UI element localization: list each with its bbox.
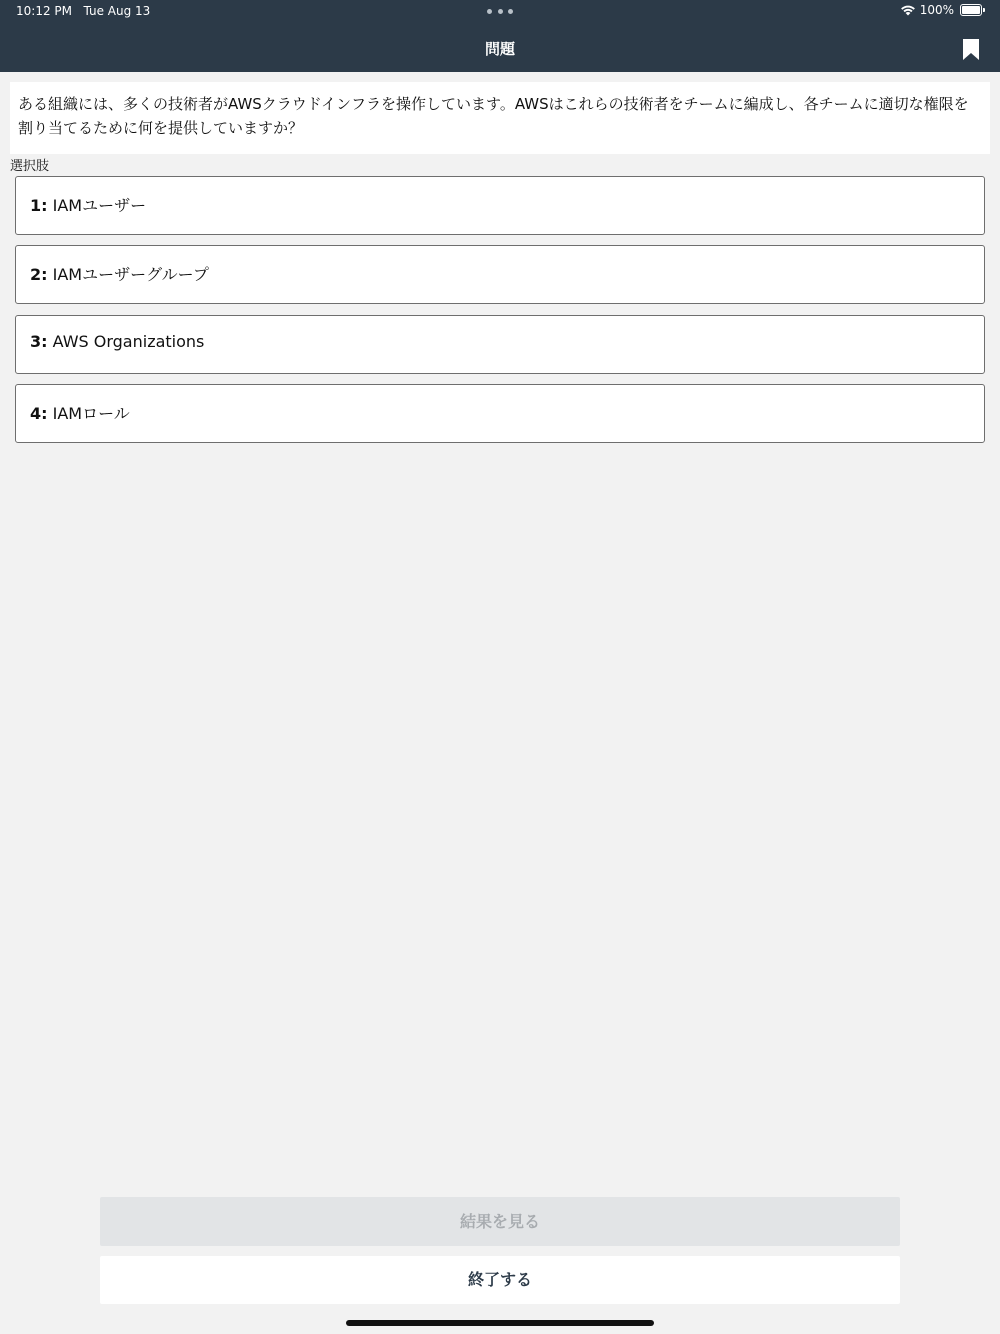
choice-label: IAMユーザーグループ (52, 265, 209, 284)
battery-percentage: 100% (919, 3, 954, 17)
status-date: Tue Aug 13 (83, 4, 151, 18)
choice-option-3[interactable] (15, 315, 985, 374)
choice-number: 2: (30, 265, 48, 284)
choice-label: IAMロール (52, 404, 130, 423)
status-time: 10:12 PM (16, 4, 72, 18)
question-text: ある組織には、多くの技術者がAWSクラウドインフラを操作しています。AWSはこれらの技術者をチームに編成し、各チームに適切な権限を割り当てるために何を提供していますか？ (10, 82, 990, 154)
multitasking-dots-icon[interactable] (487, 9, 513, 15)
bookmark-icon (963, 39, 979, 60)
choices-label: 選択肢 (10, 159, 50, 174)
choice-option-1[interactable] (15, 176, 985, 235)
top-bar (0, 0, 1000, 72)
status-bar-right (900, 3, 984, 17)
wifi-icon (900, 4, 916, 16)
battery-icon (960, 4, 984, 16)
choice-label: IAMユーザー (52, 196, 147, 215)
battery-fill (962, 6, 980, 14)
choice-number: 3: (30, 332, 48, 351)
finish-button[interactable]: 終了する (100, 1256, 900, 1304)
choice-number: 4: (30, 404, 48, 423)
view-results-button[interactable]: 結果を見る (100, 1197, 900, 1246)
choice-option-4[interactable] (15, 384, 985, 443)
choice-number: 1: (30, 196, 48, 215)
choice-label: AWS Organizations (52, 332, 205, 351)
page-title: 問題 (484, 40, 515, 58)
choice-option-2[interactable] (15, 245, 985, 304)
status-bar-datetime (16, 4, 150, 18)
bookmark-button[interactable] (956, 34, 986, 64)
home-indicator[interactable] (346, 1320, 654, 1326)
